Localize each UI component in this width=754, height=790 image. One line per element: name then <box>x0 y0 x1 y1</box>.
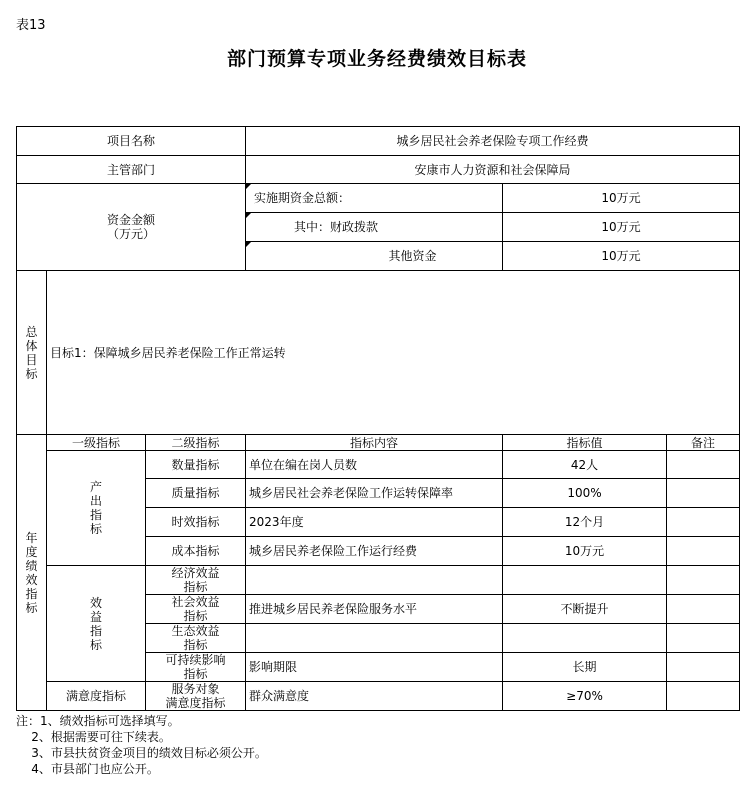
benefit-label-char: 益 <box>89 609 102 624</box>
level2-line: 指标 <box>183 638 208 652</box>
content-cell: 城乡居民养老保险工作运行经费 <box>246 537 503 566</box>
output-label-char: 指 <box>89 508 102 522</box>
value-cell <box>503 566 667 595</box>
header-level1: 一级指标 <box>47 435 146 451</box>
value-cell: 100% <box>503 479 667 508</box>
level2-line: 社会效益 <box>171 595 220 609</box>
funds-label-line1: 资金金额 <box>107 213 156 227</box>
note-cell <box>667 451 740 479</box>
note-cell <box>667 682 740 711</box>
table-row <box>17 451 740 479</box>
performance-table <box>16 126 740 711</box>
content-cell: 单位在编在岗人员数 <box>246 451 503 479</box>
funds-total-label: 实施期资金总额： <box>246 184 503 213</box>
table-number: 表13 <box>16 18 46 33</box>
value-cell: 长期 <box>503 653 667 682</box>
level2-cell <box>146 595 246 624</box>
level2-cell: 时效指标 <box>146 508 246 537</box>
content-cell <box>246 624 503 653</box>
project-name-value: 城乡居民社会养老保险专项工作经费 <box>246 127 740 156</box>
note-cell <box>667 479 740 508</box>
annual-header-row <box>17 435 740 451</box>
level2-line: 可持续影响 <box>165 653 226 667</box>
header-note: 备注 <box>667 435 740 451</box>
benefit-label-char: 效 <box>89 595 102 610</box>
value-cell: 10万元 <box>503 537 667 566</box>
benefit-label-char: 标 <box>89 637 102 652</box>
overall-goal-char: 体 <box>25 338 38 353</box>
level2-line: 经济效益 <box>171 566 220 580</box>
page-title: 部门预算专项业务经费绩效目标表 <box>226 48 527 70</box>
content-cell: 影响期限 <box>246 653 503 682</box>
output-label-char: 产 <box>89 480 102 494</box>
annual-label-char: 标 <box>25 600 38 615</box>
level2-line: 指标 <box>183 667 208 681</box>
level2-cell <box>146 566 246 595</box>
funds-finance-value: 10万元 <box>503 213 740 242</box>
department-label: 主管部门 <box>17 156 246 184</box>
note-cell <box>667 653 740 682</box>
overall-goal-label <box>17 271 47 435</box>
content-cell <box>246 566 503 595</box>
level2-cell <box>146 682 246 711</box>
table-row <box>17 566 740 595</box>
level2-line: 指标 <box>183 609 208 623</box>
level2-line: 满意度指标 <box>165 696 226 710</box>
funds-label-line2: （万元） <box>107 227 156 241</box>
department-row <box>17 156 740 184</box>
value-cell: ≥70% <box>503 682 667 711</box>
output-label-char: 标 <box>89 522 102 536</box>
funds-total-row <box>17 184 740 213</box>
content-cell: 2023年度 <box>246 508 503 537</box>
level2-cell <box>146 624 246 653</box>
level2-cell: 数量指标 <box>146 451 246 479</box>
funds-total-value: 10万元 <box>503 184 740 213</box>
overall-goal-char: 标 <box>25 366 38 381</box>
level2-cell <box>146 653 246 682</box>
level2-line: 生态效益 <box>171 624 220 638</box>
overall-goal-row <box>17 271 740 435</box>
footnote: 3、市县扶贫资金项目的绩效目标必须公开。 <box>16 746 267 760</box>
content-cell: 推进城乡居民养老保险服务水平 <box>246 595 503 624</box>
department-value: 安康市人力资源和社会保障局 <box>246 156 740 184</box>
annual-indicator-label <box>17 435 47 711</box>
project-row <box>17 127 740 156</box>
annual-label-char: 年 <box>25 530 38 545</box>
header-value: 指标值 <box>503 435 667 451</box>
header-content: 指标内容 <box>246 435 503 451</box>
content-cell: 城乡居民社会养老保险工作运转保障率 <box>246 479 503 508</box>
header-level2: 二级指标 <box>146 435 246 451</box>
overall-goal-content: 目标1：保障城乡居民养老保险工作正常运转 <box>47 271 740 435</box>
satisfaction-level1: 满意度指标 <box>47 682 146 711</box>
funds-other-label: 其他资金 <box>246 242 503 271</box>
footnote: 4、市县部门也应公开。 <box>16 762 159 776</box>
table-row <box>17 682 740 711</box>
funds-label <box>17 184 246 271</box>
output-indicator-label <box>47 451 146 566</box>
value-cell: 不断提升 <box>503 595 667 624</box>
value-cell <box>503 624 667 653</box>
annual-label-char: 绩 <box>25 558 38 573</box>
benefit-label-char: 指 <box>89 623 102 638</box>
content-cell: 群众满意度 <box>246 682 503 711</box>
annual-label-char: 指 <box>25 586 38 601</box>
footnotes <box>16 713 267 777</box>
overall-goal-char: 目 <box>25 352 38 367</box>
level2-cell: 质量指标 <box>146 479 246 508</box>
overall-goal-char: 总 <box>25 324 38 339</box>
output-label-char: 出 <box>89 494 102 508</box>
note-cell <box>667 595 740 624</box>
project-name-label: 项目名称 <box>17 127 246 156</box>
note-cell <box>667 508 740 537</box>
benefit-indicator-label <box>47 566 146 682</box>
level2-line: 服务对象 <box>171 682 220 696</box>
level2-line: 指标 <box>183 580 208 594</box>
funds-other-value: 10万元 <box>503 242 740 271</box>
footnote: 2、根据需要可往下续表。 <box>16 730 171 744</box>
value-cell: 12个月 <box>503 508 667 537</box>
annual-label-char: 效 <box>25 572 38 587</box>
funds-finance-label: 其中：财政拨款 <box>246 213 503 242</box>
level2-cell: 成本指标 <box>146 537 246 566</box>
value-cell: 42人 <box>503 451 667 479</box>
note-cell <box>667 624 740 653</box>
note-cell <box>667 566 740 595</box>
footnote: 注：1、绩效指标可选择填写。 <box>16 714 180 728</box>
note-cell <box>667 537 740 566</box>
annual-label-char: 度 <box>25 544 38 559</box>
